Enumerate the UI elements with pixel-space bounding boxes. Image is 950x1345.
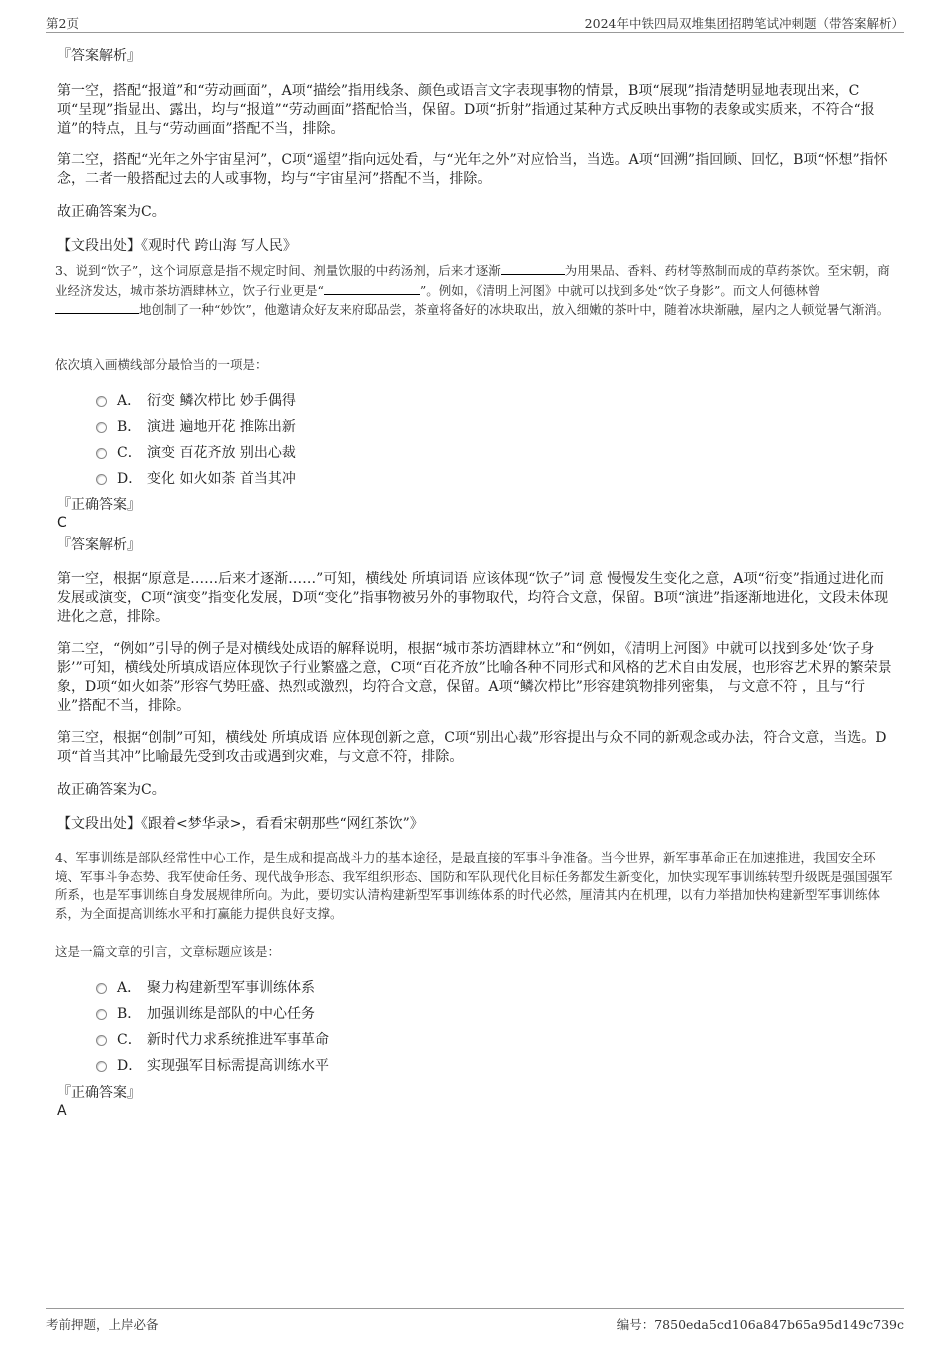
q3-option-c[interactable]: C． 演变 百花齐放 别出心裁 [96, 442, 296, 462]
q3-analysis-paragraph-3: 第三空，根据“创制”可知，横线处 所填成语 应体现创新之意，C项“别出心裁”形容提出与众不同的新观念或办法，符合文意，当选。D项“首当其冲”比喻最先受到攻击或遇到灾难，与文意不符，排除。 [57, 730, 887, 765]
q3-analysis-paragraph-1: 第一空，根据“原意是……后来才逐渐……”可知，横线处 所填词语 应该体现“饮子”词 意 慢慢发生变化之意，A项“衍变”指通过进化而发展或演变，C项“演变”指变化发展，D项“变化”指事物被另外的事物取代，均符合文意，保留。B项“演进”指逐渐地进化，文段未体现进化之意，排除。 [57, 571, 889, 625]
document-serial: 编号：7850eda5cd106a847b65a95d149c739c [616, 1317, 904, 1332]
blank-3 [55, 300, 139, 314]
q3-option-a[interactable]: A． 衍变 鳞次栉比 妙手偶得 [96, 390, 296, 410]
q3-analysis-heading: 『答案解析』 [57, 537, 141, 553]
q3-option-d[interactable]: D． 变化 如火如荼 首当其冲 [96, 468, 296, 488]
q2-analysis-paragraph-2: 第二空，搭配“光年之外宇宙星河”，C项“遥望”指向远处看，与“光年之外”对应恰当，当选。A项“回溯”指回顾、回忆，B项“怀想”指怀念，二者一般搭配过去的人或事物，均与“宇宙星河”搭配不当，排除。 [57, 152, 888, 187]
q4-correct-answer: A [57, 1103, 67, 1119]
q3-option-b[interactable]: B． 演进 遍地开花 推陈出新 [96, 416, 296, 436]
q3-conclusion: 故正确答案为C。 [57, 782, 166, 798]
q2-analysis-heading: 『答案解析』 [57, 48, 141, 64]
q3-analysis-paragraph-2: 第二空，“例如”引导的例子是对横线处成语的解释说明，根据“城市茶坊酒肆林立”和“例如，《清明上河图》中就可以找到多处‘饮子身影’”可知，横线处所填成语应体现饮子行业繁盛之意，C项“百花齐放”比喻各种不同形式和风格的艺术自由发展，也形容艺术界的繁荣景象，D项“如火如荼”形容气势旺盛、热烈或激烈，均符合文意，保留。A项“鳞次栉比”形容建筑物排列密集， 与文意不符 ，且与“行业”搭配不当，排除。 [57, 641, 892, 714]
radio-button[interactable] [96, 1035, 107, 1046]
radio-button[interactable] [96, 1061, 107, 1072]
q3-correct-heading: 『正确答案』 [57, 497, 141, 513]
page-number: 第2页 [46, 16, 79, 31]
q4-prompt: 这是一篇文章的引言，文章标题应该是： [55, 944, 281, 959]
document-title: 2024年中铁四局双堆集团招聘笔试冲刺题（带答案解析） [584, 16, 904, 31]
blank-2 [324, 281, 420, 295]
q4-correct-heading: 『正确答案』 [57, 1085, 141, 1101]
q3-source: 【文段出处】《跟着<梦华录>，看看宋朝那些“网红茶饮”》 [57, 816, 424, 832]
page-footer [46, 1308, 904, 1335]
q2-conclusion: 故正确答案为C。 [57, 204, 166, 220]
q2-analysis-paragraph-1: 第一空，搭配“报道”和“劳动画面”，A项“描绘”指用线条、颜色或语言文字表现事物的情景，B项“展现”指清楚明显地表现出来，C项“呈现”指显出、露出，均与“报道”“劳动画面”搭配恰当，保留。D项“折射”指通过某种方式反映出事物的表象或实质来，不符合“报道”的特点，且与“劳动画面”搭配不当，排除。 [57, 83, 875, 137]
radio-button[interactable] [96, 474, 107, 485]
q4-option-a[interactable]: A． 聚力构建新型军事训练体系 [96, 977, 315, 997]
q3-correct-answer: C [57, 515, 67, 531]
q4-option-c[interactable]: C． 新时代力求系统推进军事革命 [96, 1029, 329, 1049]
q4-option-b[interactable]: B． 加强训练是部队的中心任务 [96, 1003, 315, 1023]
radio-button[interactable] [96, 422, 107, 433]
q4-option-d[interactable]: D． 实现强军目标需提高训练水平 [96, 1055, 329, 1075]
radio-button[interactable] [96, 448, 107, 459]
footer-slogan: 考前押题，上岸必备 [46, 1317, 159, 1332]
blank-1 [501, 261, 565, 275]
radio-button[interactable] [96, 396, 107, 407]
radio-button[interactable] [96, 1009, 107, 1020]
q3-prompt: 依次填入画横线部分最恰当的一项是： [55, 357, 268, 372]
radio-button[interactable] [96, 983, 107, 994]
q2-source: 【文段出处】《观时代 跨山海 写人民》 [57, 238, 297, 254]
page-header [46, 12, 904, 33]
q4-stem: 4、军事训练是部队经常性中心工作，是生成和提高战斗力的基本途径，是最直接的军事斗争准备。当今世界，新军事革命正在加速推进，我国安全环境、军事斗争态势、我军使命任务、现代战争形态、我军组织形态、国防和军队现代化目标任务都发生新变化，加快实现军事训练转型升级既是强国强军所系，也是军事训练自身发展规律所向。为此，要切实认清构建新型军事训练体系的时代必然，厘清其内在机理，以有力举措加快构建新型军事训练体系，为全面提高训练水平和打赢能力提供良好支撑。 [55, 850, 893, 921]
q3-stem: 3、说到“饮子”，这个词原意是指不规定时间、剂量饮服的中药汤剂，后来才逐渐 为用果品、香料、药材等熬制而成的草药茶饮。至宋朝，商业经济发达，城市茶坊酒肆林立，饮子行业更是“ ”。例如，《清明上河图》中就可以找到多处“饮子身影”。而文人何德林曾地创制了一种“妙饮”，他邀请众好友来府邸品尝，茶童将备好的冰块取出，放入细嫩的茶叶中，随着冰块渐融，屋内之人顿觉暑气渐消。 [55, 263, 890, 317]
